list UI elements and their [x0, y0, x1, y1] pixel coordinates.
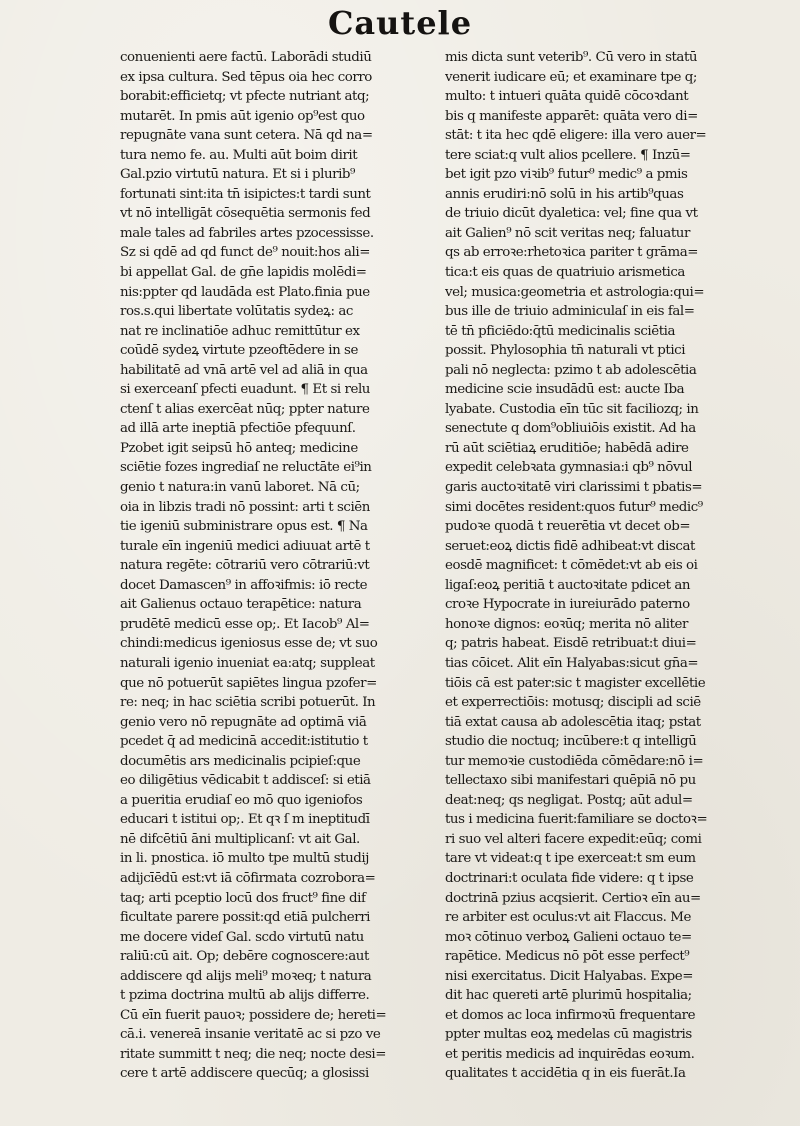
- text-line: ad illā arte ineptiā pfectiōe pfequunſ.: [120, 421, 356, 437]
- text-line: et experrectiōis: motusq; discipli ad sciē: [445, 695, 701, 711]
- text-line: re: neq; in hac sciētia scribi potuerūt. In: [120, 695, 376, 711]
- right-text-column: [445, 48, 775, 1084]
- text-line: tellectaxo sibi manifestari quēpiā nō pu: [445, 773, 696, 789]
- text-line: Sz si qdē ad qd funct de⁹ nouit:hos ali=: [120, 245, 370, 261]
- text-line: et peritis medicis ad inquirēdas eoꝛum.: [445, 1046, 695, 1062]
- text-line: annis erudiri:nō solū in his artib⁹quas: [445, 186, 684, 202]
- text-line: possit. Phylosophia tn̄ naturali vt ptici: [445, 343, 686, 359]
- text-line: Cū eīn fuerit pauoꝛ; possidere de; hereti=: [120, 1007, 387, 1023]
- text-line: venerit iudicare eū; et examinare tpe q;: [445, 69, 697, 85]
- text-line: tiōis cā est pater:sic t magister excellētie: [445, 675, 706, 691]
- text-line: rapētice. Medicus nō pōt esse perfect⁹: [445, 949, 690, 965]
- text-line: doctrinā pzius acqsierit. Certioꝛ eīn au=: [445, 890, 701, 906]
- text-line: dit hac quereti artē plurimū hospitalia;: [445, 988, 692, 1004]
- text-line: croꝛe Hypocrate in iureiurādo paterno: [445, 597, 690, 613]
- text-line: chindi:medicus igeniosus esse de; vt suo: [120, 636, 378, 652]
- text-line: deat:neq; qs negligat. Postq; aūt adul=: [445, 792, 693, 808]
- text-line: medicine scie insudādū est: aucte Iba: [445, 382, 685, 398]
- text-line: cere t artē addiscere quecūq; a glosissi: [120, 1066, 369, 1082]
- text-line: tare vt videat:q t ipe exerceat:t sm eum: [445, 851, 696, 867]
- text-line: cā.i. venereā insanie veritatē ac si pzo ve: [120, 1027, 381, 1043]
- text-line: Pzobet igit seipsū hō anteq; medicine: [120, 440, 358, 456]
- text-line: bi appellat Gal. de gn̄e lapidis molēdi=: [120, 265, 367, 281]
- text-line: a pueritia erudiaſ eo mō quo igeniofos: [120, 792, 363, 808]
- text-line: re arbiter est oculus:vt ait Flaccus. Me: [445, 910, 692, 926]
- text-line: rū aūt sciētiaꝝ eruditiōe; habēdā adire: [445, 440, 689, 456]
- text-line: pudoꝛe quodā t reuerētia vt decet ob=: [445, 519, 691, 535]
- text-line: ppter multas eoꝝ medelas cū magistris: [445, 1027, 692, 1043]
- text-line: genio vero nō repugnāte ad optimā viā: [120, 714, 367, 730]
- text-line: q; patris habeat. Eisdē retribuat:t diui=: [445, 636, 697, 652]
- text-line: repugnāte vana sunt cetera. Nā qd na=: [120, 128, 373, 144]
- text-line: ait Galienus octauo terapētice: natura: [120, 597, 362, 613]
- text-line: ex ipsa cultura. Sed tēpus oia hec corro: [120, 69, 372, 85]
- text-line: ritate summitt t neq; die neq; nocte desi=: [120, 1046, 386, 1062]
- running-head: Cautele: [327, 4, 473, 42]
- text-line: tie igeniū subministrare opus est. ¶ Na: [120, 519, 368, 535]
- text-line: habilitatē ad vnā artē vel ad aliā in qua: [120, 362, 368, 378]
- text-line: bus ille de triuio adminiculaſ in eis fal=: [445, 304, 695, 320]
- text-line: de triuio dicūt dyaletica: vel; fine qua vt: [445, 206, 698, 222]
- text-line: docet Damascen⁹ in affoꝛifmis: iō recte: [120, 577, 368, 593]
- text-line: nis:ppter qd laudāda est Plato.finia pue: [120, 284, 370, 300]
- text-line: turale eīn ingeniū medici adiuuat artē t: [120, 538, 370, 554]
- text-line: qs ab erroꝛe:rhetoꝛica pariter t grāma=: [445, 245, 698, 261]
- text-line: qualitates t accidētia q in eis fuerāt.Ia: [445, 1066, 686, 1082]
- text-line: adijcīēdū est:vt iā cōfirmata cozrobora=: [120, 870, 376, 886]
- text-line: bet igit pzo viꝛib⁹ futur⁹ medic⁹ a pmis: [445, 167, 688, 183]
- text-line: fortunati sint:ita tn̄ isipictes:t tardi sunt: [120, 186, 371, 202]
- text-line: et domos ac loca infirmoꝛū frequentare: [445, 1007, 696, 1023]
- text-line: ait Galien⁹ nō scit veritas neq; faluatur: [445, 225, 690, 241]
- text-line: ligaſ:eoꝝ peritiā t auctoꝛitate pdicet an: [445, 577, 691, 593]
- text-line: male tales ad fabriles artes pzocessisse.: [120, 225, 374, 241]
- text-line: pali nō neglecta: pzimo t ab adolescētia: [445, 362, 697, 378]
- text-line: tere sciat:q vult alios pcellere. ¶ Inzū=: [445, 147, 691, 163]
- text-line: conuenienti aere factū. Laborādi studiū: [120, 50, 372, 65]
- text-line: ri suo vel alteri facere expedit:eūq; comi: [445, 831, 702, 847]
- text-line: pcedet q̄ ad medicinā accedit:istitutio t: [120, 734, 368, 750]
- text-line: bis q manifeste apparēt: quāta vero di=: [445, 108, 698, 124]
- text-line: taq; arti pceptio locū dos fruct⁹ fine dif: [120, 890, 366, 906]
- text-line: coūdē sydeꝝ virtute pzeoftēdere in se: [120, 343, 358, 359]
- text-line: si exerceanſ pfecti euadunt. ¶ Et si relu: [120, 382, 370, 398]
- text-line: honoꝛe dignos: eoꝛūq; merita nō aliter: [445, 616, 688, 632]
- text-line: sciētie fozes ingrediaſ ne reluctāte ei⁹in: [120, 460, 372, 476]
- text-line: mis dicta sunt veterib⁹. Cū vero in statū: [445, 50, 698, 65]
- text-line: educari t istitui op;. Et qꝛ ſ m ineptitudī: [120, 812, 370, 828]
- text-line: tur memoꝛie custodiēda cōmēdare:nō i=: [445, 753, 704, 769]
- text-line: vel; musica:geometria et astrologia:qui=: [445, 284, 705, 300]
- text-line: tus i medicina fuerit:familiare se doctoꝛ=: [445, 812, 708, 828]
- text-line: tē tn̄ pficiēdo:q̄tū medicinalis sciētia: [445, 323, 676, 339]
- text-line: borabit:efficietq; vt pfecte nutriant atq;: [120, 89, 370, 105]
- text-line: me docere videſ Gal. scdo virtutū natu: [120, 929, 364, 945]
- text-line: doctrinari:t oculata fide videre: q t ipse: [445, 870, 694, 886]
- text-line: tiā extat causa ab adolescētia itaq; pstat: [445, 714, 701, 730]
- text-line: naturali igenio inueniat ea:atq; suppleat: [120, 655, 375, 671]
- text-line: multo: t intueri quāta quidē cōcoꝛdant: [445, 89, 689, 105]
- text-line: t pzima doctrina multū ab alijs differre.: [120, 988, 370, 1004]
- text-line: mutarēt. In pmis aūt igenio op⁹est quo: [120, 108, 365, 124]
- text-line: tias cōicet. Alit eīn Halyabas:sicut gn̄a=: [445, 655, 699, 671]
- text-line: expedit celebꝛata gymnasia:i qb⁹ nōvul: [445, 460, 693, 476]
- text-line: eo diligētius vēdicabit t addisceſ: si etiā: [120, 773, 371, 789]
- text-line: que nō potuerūt sapiētes lingua pzofer=: [120, 675, 377, 691]
- text-line: in li. pnostica. iō multo tpe multū studij: [120, 851, 369, 867]
- text-line: tura nemo fe. au. Multi aūt boim dirit: [120, 147, 358, 163]
- text-line: tica:t eis quas de quatriuio arismetica: [445, 265, 685, 281]
- text-line: raliū:cū ait. Op; debēre cognoscere:aut: [120, 949, 369, 965]
- text-line: natura regēte: cōtrariū vero cōtrariū:vt: [120, 558, 370, 574]
- text-line: eosdē magnificet: t cōmēdet:vt ab eis oi: [445, 558, 698, 574]
- text-line: nisi exercitatus. Dicit Halyabas. Expe=: [445, 968, 694, 984]
- text-line: genio t natura:in vanū laboret. Nā cū;: [120, 480, 360, 496]
- text-line: moꝛ cōtinuo verboꝝ Galieni octauo te=: [445, 929, 692, 945]
- text-line: nē difcētiū āni multiplicanſ: vt ait Gal.: [120, 831, 360, 847]
- text-line: Gal.pzio virtutū natura. Et si i plurib⁹: [120, 167, 355, 183]
- text-line: studio die noctuq; incūbere:t q intelligū: [445, 734, 697, 750]
- text-line: senectute q dom⁹obliuiōis existit. Ad ha: [445, 421, 696, 437]
- text-line: ctenſ t alias exercēat nūq; ppter nature: [120, 401, 370, 417]
- text-line: seruet:eoꝝ dictis fidē adhibeat:vt discat: [445, 538, 695, 554]
- text-line: lyabate. Custodia eīn tūc sit faciliozq; in: [445, 401, 699, 417]
- text-line: oia in libzis tradi nō possint: arti t sciēn: [120, 499, 370, 515]
- text-line: nat re inclinatiōe adhuc remittūtur ex: [120, 323, 360, 339]
- left-text-column: [120, 48, 450, 1084]
- text-line: addiscere qd alijs meli⁹ moꝛeq; t natura: [120, 968, 372, 984]
- text-line: stāt: t ita hec qdē eligere: illa vero auer=: [445, 128, 707, 144]
- text-line: ros.s.qui libertate volūtatis sydeꝝ: ac: [120, 304, 353, 320]
- text-line: vt nō intelligāt cōsequētia sermonis fed: [120, 206, 371, 222]
- text-line: simi docētes resident:quos futur⁹ medic⁹: [445, 499, 703, 515]
- text-line: ficultate parere possit:qd etiā pulcherri: [120, 910, 370, 926]
- text-line: garis auctoꝛitatē viri clarissimi t pbatis=: [445, 480, 703, 496]
- text-line: documētis ars medicinalis pcipieſ:que: [120, 753, 361, 769]
- text-line: prudētē medicū esse op;. Et Iacob⁹ Al=: [120, 616, 370, 632]
